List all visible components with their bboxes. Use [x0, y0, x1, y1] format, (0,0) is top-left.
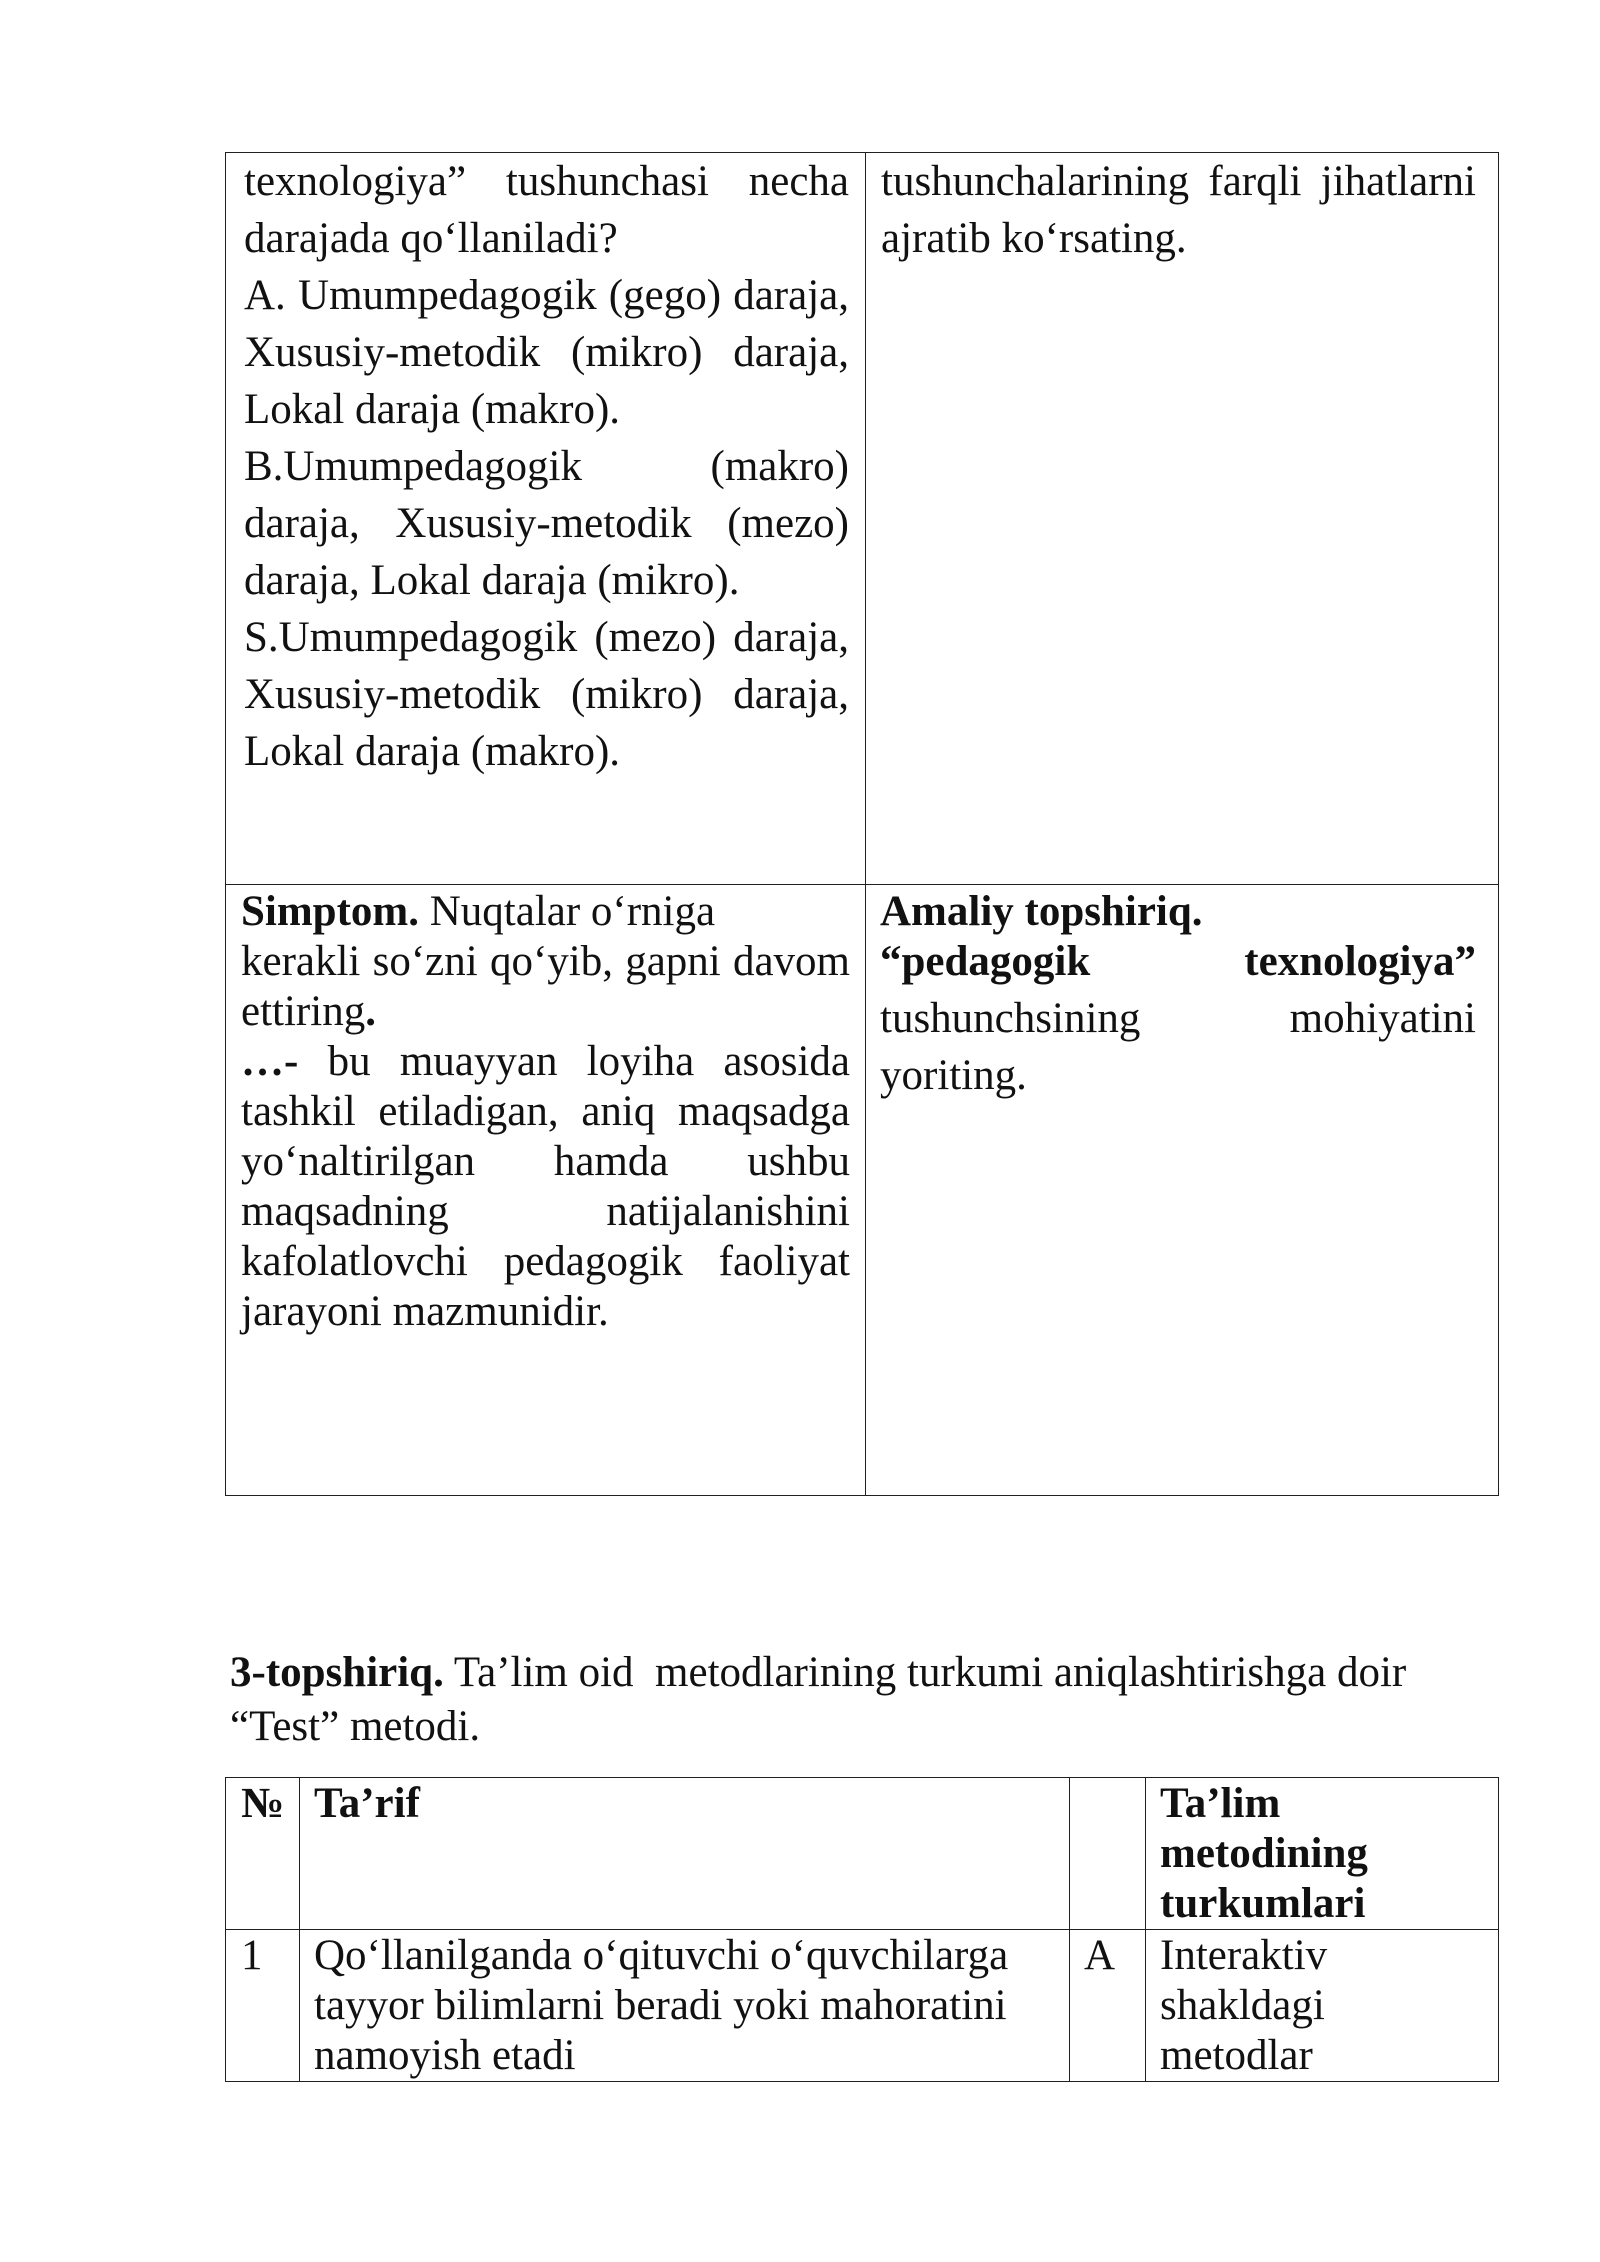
header-label: № — [241, 1780, 285, 1827]
text-line: tushunchalarining farqli jihatlarni — [881, 158, 1476, 205]
text-line — [241, 887, 850, 937]
text-line: Qo‘llanilganda o‘qituvchi o‘quvchilarga — [314, 1932, 1009, 1979]
text-line: Lokal daraja (makro). — [244, 728, 621, 775]
text-line: Interaktiv — [1160, 1932, 1328, 1979]
text-line: Xususiy-metodik (mikro) daraja, — [244, 329, 849, 376]
text-line: A. Umumpedagogik (gego) daraja, — [244, 272, 849, 319]
text-line: Xususiy-metodik (mikro) daraja, — [244, 671, 849, 718]
header-label: Ta’rif — [314, 1780, 420, 1827]
header-label: metodining — [1160, 1830, 1368, 1877]
table-row — [226, 153, 1499, 885]
header-number — [226, 1778, 300, 1930]
heading-line: “Test” metodi. — [230, 1703, 481, 1750]
text-line: tashkil etiladigan, aniq maqsadga — [241, 1088, 850, 1135]
header-definition — [300, 1778, 1070, 1930]
header-letter — [1070, 1778, 1146, 1930]
question-table — [225, 152, 1499, 1496]
task-cell-practical — [866, 885, 1499, 1496]
task3-heading — [230, 1646, 1530, 1754]
answer-option-s — [244, 609, 849, 780]
task-cell-differences — [866, 153, 1499, 885]
cell-letter — [1070, 1930, 1146, 2082]
text-line: metodlar — [1160, 2032, 1313, 2079]
cell-category — [1146, 1930, 1499, 2082]
answer-option-a — [244, 267, 849, 438]
task-cell-symptom — [226, 885, 866, 1496]
task3-label: 3-topshiriq. — [230, 1649, 444, 1696]
text-line: jarayoni mazmunidir. — [241, 1288, 609, 1335]
text-line: namoyish etadi — [314, 2032, 576, 2079]
symptom-label: Simptom. — [241, 888, 419, 935]
text-segment: Nuqtalar o‘rniga — [429, 888, 716, 935]
text-line: daraja, Xususiy-metodik (mezo) — [244, 500, 849, 547]
task3-title: Ta’lim oid metodlarining turkumi aniqlashtirishga doir — [453, 1649, 1407, 1696]
text-line: B.Umumpedagogik (makro) — [244, 443, 849, 490]
text-segment: ettiring — [241, 988, 366, 1035]
text-line: texnologiya” tushunchasi necha — [244, 158, 849, 205]
header-category — [1146, 1778, 1499, 1930]
cell-definition — [300, 1930, 1070, 2082]
text-line: Lokal daraja (makro). — [244, 386, 621, 433]
symptom-instruction — [241, 887, 850, 1037]
header-label: turkumlari — [1160, 1880, 1366, 1927]
text-line: tushunchsining mohiyatini — [880, 995, 1476, 1042]
answer-option-b — [244, 438, 849, 609]
cell-number — [226, 1930, 300, 2082]
text-line — [241, 987, 850, 1037]
table-header-row — [226, 1778, 1499, 1930]
text-line — [241, 1037, 850, 1087]
question-stem — [244, 153, 849, 267]
text-line: S.Umumpedagogik (mezo) daraja, — [244, 614, 849, 661]
table-row — [226, 885, 1499, 1496]
test-method-table — [225, 1777, 1499, 2082]
text-line: kafolatlovchi pedagogik faoliyat — [241, 1238, 850, 1285]
text-line: kerakli so‘zni qo‘yib, gapni davom — [241, 938, 850, 985]
text-line: ajratib ko‘rsating. — [881, 215, 1187, 262]
text-line: daraja, Lokal daraja (mikro). — [244, 557, 740, 604]
text-segment: . — [365, 988, 376, 1035]
heading-line — [230, 1646, 1530, 1700]
text-segment: bu muayyan loyiha asosida — [327, 1038, 850, 1085]
text-line: yo‘naltirilgan hamda ushbu — [241, 1138, 850, 1185]
symptom-statement — [241, 1037, 850, 1337]
text-line: tayyor bilimlarni beradi yoki mahoratini — [314, 1982, 1007, 2029]
text-line: 1 — [241, 1932, 263, 1979]
text-line: yoriting. — [880, 1052, 1027, 1099]
text-line: shakldagi — [1160, 1982, 1325, 2029]
question-cell-levels — [226, 153, 866, 885]
text-line: A — [1084, 1932, 1116, 1979]
blank-marker: …- — [241, 1038, 299, 1085]
practical-task-label: Amaliy topshiriq. — [880, 888, 1203, 935]
text-line: maqsadning natijalanishini — [241, 1188, 850, 1235]
header-label: Ta’lim — [1160, 1780, 1281, 1827]
table-row — [226, 1930, 1499, 2082]
practical-task-term: “pedagogik texnologiya” — [880, 938, 1476, 985]
text-line: darajada qo‘llaniladi? — [244, 215, 618, 262]
